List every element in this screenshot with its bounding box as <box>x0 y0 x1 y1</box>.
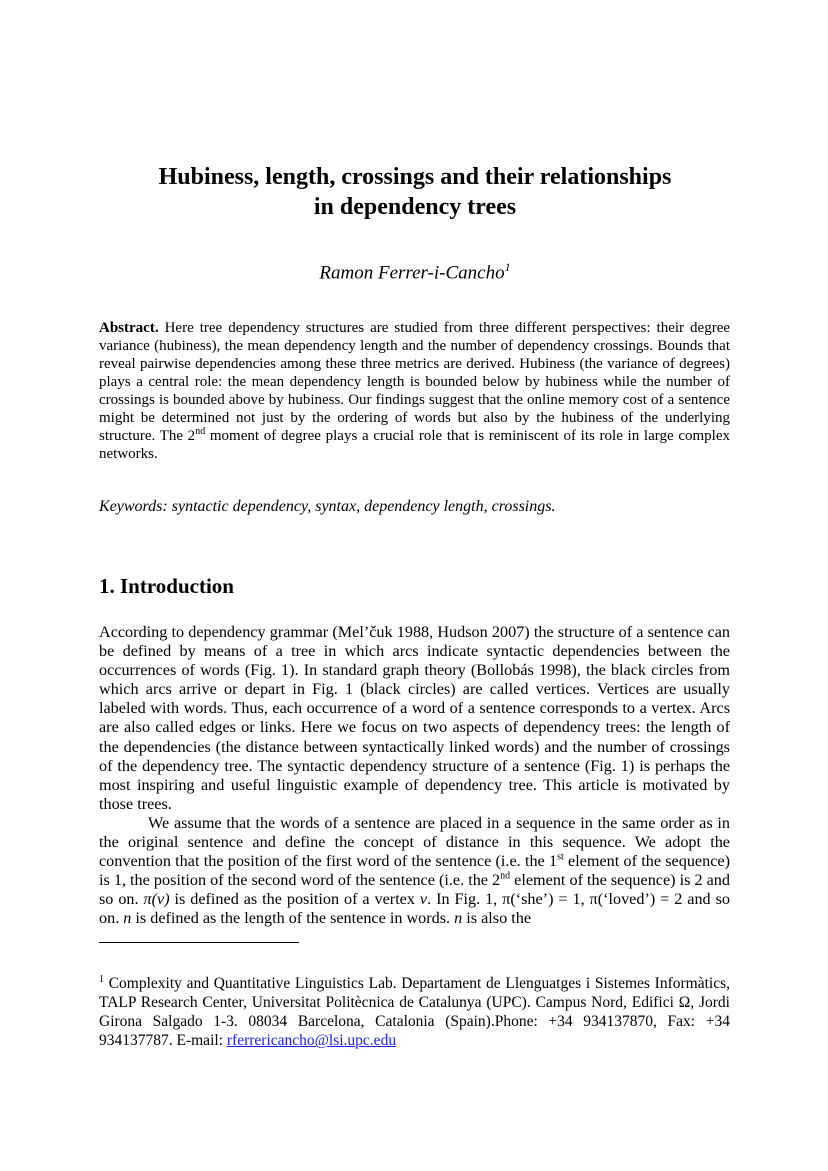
footnote <box>99 970 730 1050</box>
p2-pi-v: π(v) <box>143 890 170 909</box>
author-line <box>100 255 730 285</box>
p2-text-b: element of the sequence) is 1, the position of the second word of the sentence (i.e. the 2 <box>99 852 730 890</box>
p2-n-2: n <box>454 909 463 928</box>
p2-sup-2: nd <box>500 870 511 882</box>
p2-text-g: is also the <box>462 909 532 928</box>
footnote-mark: 1 <box>99 974 104 985</box>
abstract-text-2: moment of degree plays a crucial role that is reminiscent of its role in large complex networks. <box>99 428 730 462</box>
keywords: Keywords: syntactic dependency, syntax, dependency length, crossings. <box>99 498 556 515</box>
p2-text-f: is defined as the length of the sentence in words. <box>131 909 455 928</box>
abstract-sup: nd <box>195 426 206 437</box>
author-footnote-mark: 1 <box>504 260 511 274</box>
footnote-rule <box>99 942 299 943</box>
p2-text-a: We assume that the words of a sentence are placed in a sequence in the same order as in the original sentence and define the concept of distance in this sequence. We adopt the convention that the position of the first word of the sentence (i.e. the 1 <box>99 813 730 871</box>
abstract-text-1: Here tree dependency structures are studied from three different perspectives: their degree variance (hubiness), the mean dependency length and the number of dependency crossings. Bounds that reveal pairwise dependencies among these three metrics are derived. Hubiness (the variance of degrees) plays a central role: the mean dependency length is bounded below by hubiness while the number of crossings is bounded above by hubiness. Our findings suggest that the online memory cost of a sentence might be determined not just by the ordering of words but also by the hubiness of the underlying structure. The 2 <box>99 320 731 444</box>
section-title: 1. Introduction <box>99 574 234 598</box>
abstract <box>99 319 730 463</box>
p2-text-d: is defined as the position of a vertex <box>169 890 420 909</box>
body-paragraph-1: According to dependency grammar (Mel’čuk 1988, Hudson 2007) the structure of a sentence can be defined by means of a tree in which arcs indicate syntactic dependencies between the occurrences of words (Fig. 1). In standard graph theory (Bollobás 1998), the black circles from which arcs arrive or depart in Fig. 1 (black circles) are called vertices. Vertices are usually labeled with words. Thus, each occurrence of a word of a sentence corresponds to a vertex. Arcs are also called edges or links. Here we focus on two aspects of dependency trees: the length of the dependencies (the distance between syntactically linked words) and the number of crossings of the dependency tree. The syntactic dependency structure of a sentence (Fig. 1) is perhaps the most inspiring and useful linguistic example of dependency tree. This article is motivated by those trees. <box>99 623 730 813</box>
body-paragraph-2 <box>99 814 730 929</box>
p2-sup-1: st <box>557 851 564 863</box>
p2-v: v <box>419 890 428 909</box>
paper-title <box>100 162 730 222</box>
introduction-body <box>99 623 730 929</box>
author-name: Ramon Ferrer-i-Cancho <box>319 262 505 284</box>
title-line-1: Hubiness, length, crossings and their relationships <box>158 164 672 190</box>
footnote-text: Complexity and Quantitative Linguistics Lab. Departament de Llenguatges i Sistemes Informàtics, TALP Research Center, Universitat Politècnica de Catalunya (UPC). Campus Nord, Edifici Ω, Jordi Girona Salgado 1-3. 08034 Barcelona, Catalonia (Spain).Phone: +34 934137870, Fax: +34 934137787. E-mail: <box>99 975 730 1050</box>
title-line-2: in dependency trees <box>313 194 517 220</box>
p2-n-1: n <box>123 909 132 928</box>
author-email-link[interactable]: rferrericancho@lsi.upc.edu <box>226 1032 397 1050</box>
abstract-label: Abstract. <box>99 320 159 336</box>
p2-text-c: element of the sequence) is 2 and so on. <box>99 871 730 909</box>
p2-text-e: . In Fig. 1, π(‘she’) = 1, π(‘loved’) = 2 and so on. <box>99 890 730 928</box>
